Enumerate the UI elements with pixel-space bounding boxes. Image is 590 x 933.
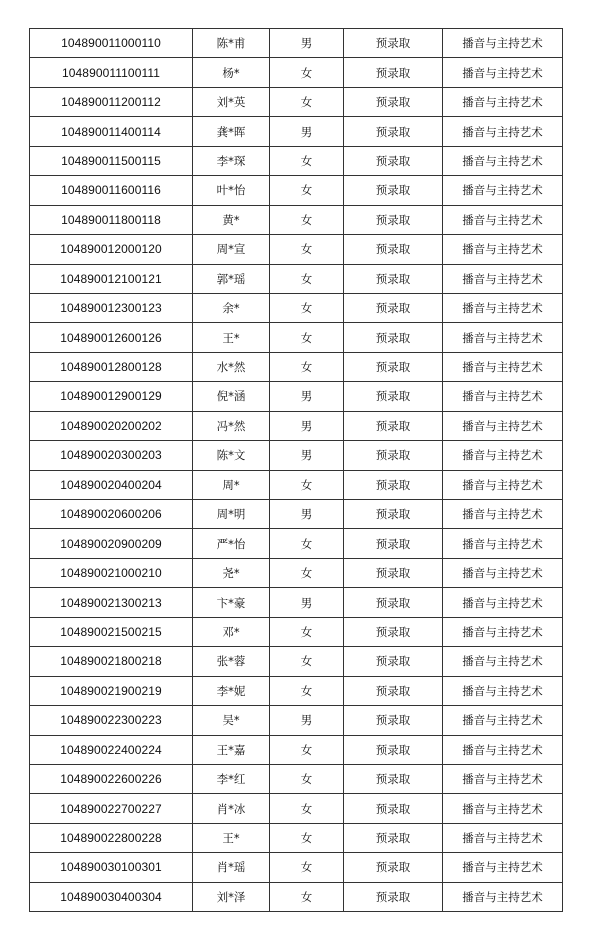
- table-row: [30, 235, 563, 264]
- table-row: [30, 58, 563, 87]
- gender-cell: 女: [270, 823, 344, 852]
- table-row: [30, 529, 563, 558]
- table-row: [30, 411, 563, 440]
- candidate-id-cell: 104890012300123: [30, 293, 193, 322]
- candidate-id-cell: 104890012600126: [30, 323, 193, 352]
- major-cell: 播音与主持艺术: [443, 58, 563, 87]
- status-cell: 预录取: [344, 823, 443, 852]
- gender-cell: 女: [270, 146, 344, 175]
- major-cell: 播音与主持艺术: [443, 87, 563, 116]
- name-cell: 卞*豪: [193, 588, 270, 617]
- major-cell: 播音与主持艺术: [443, 794, 563, 823]
- status-cell: 预录取: [344, 87, 443, 116]
- gender-cell: 女: [270, 735, 344, 764]
- table-row: [30, 87, 563, 116]
- candidate-id-cell: 104890030100301: [30, 853, 193, 882]
- table-row: [30, 146, 563, 175]
- gender-cell: 女: [270, 176, 344, 205]
- admission-table-body: [30, 29, 563, 912]
- gender-cell: 男: [270, 706, 344, 735]
- major-cell: 播音与主持艺术: [443, 176, 563, 205]
- candidate-id-cell: 104890020600206: [30, 500, 193, 529]
- table-row: [30, 117, 563, 146]
- major-cell: 播音与主持艺术: [443, 735, 563, 764]
- name-cell: 李*妮: [193, 676, 270, 705]
- gender-cell: 女: [270, 235, 344, 264]
- gender-cell: 男: [270, 441, 344, 470]
- name-cell: 严*怡: [193, 529, 270, 558]
- major-cell: 播音与主持艺术: [443, 676, 563, 705]
- status-cell: 预录取: [344, 205, 443, 234]
- candidate-id-cell: 104890021800218: [30, 647, 193, 676]
- table-row: [30, 735, 563, 764]
- candidate-id-cell: 104890012900129: [30, 382, 193, 411]
- status-cell: 预录取: [344, 676, 443, 705]
- table-row: [30, 382, 563, 411]
- table-row: [30, 29, 563, 58]
- status-cell: 预录取: [344, 176, 443, 205]
- name-cell: 陈*文: [193, 441, 270, 470]
- status-cell: 预录取: [344, 235, 443, 264]
- table-row: [30, 794, 563, 823]
- major-cell: 播音与主持艺术: [443, 500, 563, 529]
- candidate-id-cell: 104890011400114: [30, 117, 193, 146]
- candidate-id-cell: 104890011100111: [30, 58, 193, 87]
- name-cell: 周*明: [193, 500, 270, 529]
- name-cell: 倪*涵: [193, 382, 270, 411]
- gender-cell: 女: [270, 676, 344, 705]
- name-cell: 郭*瑶: [193, 264, 270, 293]
- status-cell: 预录取: [344, 882, 443, 911]
- candidate-id-cell: 104890022400224: [30, 735, 193, 764]
- status-cell: 预录取: [344, 735, 443, 764]
- status-cell: 预录取: [344, 647, 443, 676]
- gender-cell: 女: [270, 617, 344, 646]
- name-cell: 肖*冰: [193, 794, 270, 823]
- major-cell: 播音与主持艺术: [443, 29, 563, 58]
- table-row: [30, 176, 563, 205]
- name-cell: 周*: [193, 470, 270, 499]
- table-row: [30, 853, 563, 882]
- name-cell: 王*嘉: [193, 735, 270, 764]
- gender-cell: 女: [270, 558, 344, 587]
- table-row: [30, 205, 563, 234]
- status-cell: 预录取: [344, 500, 443, 529]
- gender-cell: 女: [270, 352, 344, 381]
- name-cell: 龚*晖: [193, 117, 270, 146]
- candidate-id-cell: 104890022600226: [30, 764, 193, 793]
- candidate-id-cell: 104890020900209: [30, 529, 193, 558]
- candidate-id-cell: 104890022700227: [30, 794, 193, 823]
- major-cell: 播音与主持艺术: [443, 205, 563, 234]
- status-cell: 预录取: [344, 146, 443, 175]
- major-cell: 播音与主持艺术: [443, 146, 563, 175]
- status-cell: 预录取: [344, 794, 443, 823]
- table-row: [30, 264, 563, 293]
- name-cell: 肖*瑶: [193, 853, 270, 882]
- major-cell: 播音与主持艺术: [443, 117, 563, 146]
- table-row: [30, 293, 563, 322]
- gender-cell: 女: [270, 853, 344, 882]
- candidate-id-cell: 104890020300203: [30, 441, 193, 470]
- table-row: [30, 558, 563, 587]
- candidate-id-cell: 104890020200202: [30, 411, 193, 440]
- name-cell: 张*蓉: [193, 647, 270, 676]
- name-cell: 尧*: [193, 558, 270, 587]
- gender-cell: 女: [270, 58, 344, 87]
- major-cell: 播音与主持艺术: [443, 764, 563, 793]
- status-cell: 预录取: [344, 293, 443, 322]
- gender-cell: 女: [270, 323, 344, 352]
- name-cell: 刘*英: [193, 87, 270, 116]
- name-cell: 李*红: [193, 764, 270, 793]
- major-cell: 播音与主持艺术: [443, 235, 563, 264]
- candidate-id-cell: 104890021000210: [30, 558, 193, 587]
- name-cell: 冯*然: [193, 411, 270, 440]
- major-cell: 播音与主持艺术: [443, 882, 563, 911]
- table-row: [30, 617, 563, 646]
- status-cell: 预录取: [344, 29, 443, 58]
- major-cell: 播音与主持艺术: [443, 617, 563, 646]
- status-cell: 预录取: [344, 264, 443, 293]
- status-cell: 预录取: [344, 853, 443, 882]
- name-cell: 余*: [193, 293, 270, 322]
- candidate-id-cell: 104890022300223: [30, 706, 193, 735]
- candidate-id-cell: 104890022800228: [30, 823, 193, 852]
- name-cell: 王*: [193, 823, 270, 852]
- name-cell: 王*: [193, 323, 270, 352]
- gender-cell: 男: [270, 29, 344, 58]
- major-cell: 播音与主持艺术: [443, 529, 563, 558]
- gender-cell: 女: [270, 293, 344, 322]
- name-cell: 刘*泽: [193, 882, 270, 911]
- status-cell: 预录取: [344, 588, 443, 617]
- gender-cell: 女: [270, 529, 344, 558]
- status-cell: 预录取: [344, 764, 443, 793]
- name-cell: 陈*甫: [193, 29, 270, 58]
- name-cell: 周*宣: [193, 235, 270, 264]
- table-row: [30, 676, 563, 705]
- major-cell: 播音与主持艺术: [443, 382, 563, 411]
- major-cell: 播音与主持艺术: [443, 853, 563, 882]
- table-row: [30, 882, 563, 911]
- candidate-id-cell: 104890021500215: [30, 617, 193, 646]
- gender-cell: 男: [270, 411, 344, 440]
- candidate-id-cell: 104890021900219: [30, 676, 193, 705]
- candidate-id-cell: 104890011800118: [30, 205, 193, 234]
- table-row: [30, 823, 563, 852]
- gender-cell: 男: [270, 382, 344, 411]
- major-cell: 播音与主持艺术: [443, 647, 563, 676]
- table-row: [30, 588, 563, 617]
- status-cell: 预录取: [344, 382, 443, 411]
- gender-cell: 女: [270, 264, 344, 293]
- candidate-id-cell: 104890021300213: [30, 588, 193, 617]
- gender-cell: 女: [270, 647, 344, 676]
- status-cell: 预录取: [344, 411, 443, 440]
- gender-cell: 女: [270, 87, 344, 116]
- candidate-id-cell: 104890011600116: [30, 176, 193, 205]
- status-cell: 预录取: [344, 441, 443, 470]
- status-cell: 预录取: [344, 117, 443, 146]
- status-cell: 预录取: [344, 706, 443, 735]
- major-cell: 播音与主持艺术: [443, 706, 563, 735]
- table-row: [30, 500, 563, 529]
- gender-cell: 女: [270, 764, 344, 793]
- candidate-id-cell: 104890012000120: [30, 235, 193, 264]
- admission-table: [29, 28, 563, 912]
- major-cell: 播音与主持艺术: [443, 411, 563, 440]
- status-cell: 预录取: [344, 529, 443, 558]
- gender-cell: 男: [270, 588, 344, 617]
- name-cell: 叶*怡: [193, 176, 270, 205]
- major-cell: 播音与主持艺术: [443, 441, 563, 470]
- candidate-id-cell: 104890011500115: [30, 146, 193, 175]
- candidate-id-cell: 104890011000110: [30, 29, 193, 58]
- candidate-id-cell: 104890020400204: [30, 470, 193, 499]
- status-cell: 预录取: [344, 352, 443, 381]
- name-cell: 邓*: [193, 617, 270, 646]
- major-cell: 播音与主持艺术: [443, 293, 563, 322]
- gender-cell: 男: [270, 500, 344, 529]
- major-cell: 播音与主持艺术: [443, 264, 563, 293]
- major-cell: 播音与主持艺术: [443, 558, 563, 587]
- table-row: [30, 706, 563, 735]
- table-row: [30, 441, 563, 470]
- status-cell: 预录取: [344, 58, 443, 87]
- major-cell: 播音与主持艺术: [443, 470, 563, 499]
- name-cell: 水*然: [193, 352, 270, 381]
- status-cell: 预录取: [344, 323, 443, 352]
- status-cell: 预录取: [344, 470, 443, 499]
- gender-cell: 女: [270, 882, 344, 911]
- table-row: [30, 764, 563, 793]
- major-cell: 播音与主持艺术: [443, 588, 563, 617]
- gender-cell: 女: [270, 470, 344, 499]
- name-cell: 吴*: [193, 706, 270, 735]
- candidate-id-cell: 104890011200112: [30, 87, 193, 116]
- major-cell: 播音与主持艺术: [443, 352, 563, 381]
- gender-cell: 女: [270, 205, 344, 234]
- table-row: [30, 352, 563, 381]
- gender-cell: 男: [270, 117, 344, 146]
- candidate-id-cell: 104890012100121: [30, 264, 193, 293]
- status-cell: 预录取: [344, 558, 443, 587]
- status-cell: 预录取: [344, 617, 443, 646]
- name-cell: 杨*: [193, 58, 270, 87]
- table-row: [30, 470, 563, 499]
- candidate-id-cell: 104890030400304: [30, 882, 193, 911]
- gender-cell: 女: [270, 794, 344, 823]
- table-row: [30, 323, 563, 352]
- major-cell: 播音与主持艺术: [443, 823, 563, 852]
- name-cell: 李*琛: [193, 146, 270, 175]
- major-cell: 播音与主持艺术: [443, 323, 563, 352]
- name-cell: 黄*: [193, 205, 270, 234]
- candidate-id-cell: 104890012800128: [30, 352, 193, 381]
- table-row: [30, 647, 563, 676]
